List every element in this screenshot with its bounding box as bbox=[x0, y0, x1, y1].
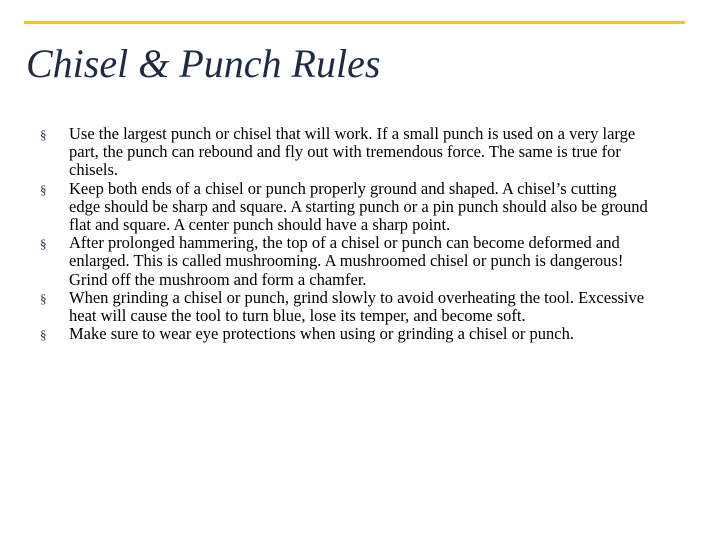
bullet-item-4 bbox=[40, 289, 650, 325]
section-sign-bullet-icon: § bbox=[40, 181, 47, 197]
bullet-item-5 bbox=[40, 325, 650, 343]
section-sign-bullet-icon: § bbox=[40, 327, 47, 343]
bullet-text: After prolonged hammering, the top of a chisel or punch can become deformed and enlarged. This is called mushrooming. A mushroomed chisel or punch is dangerous! Grind off the mushroom and form a chamfer. bbox=[69, 233, 624, 289]
section-sign-bullet-icon: § bbox=[40, 127, 47, 142]
bullet-item-2 bbox=[40, 180, 650, 235]
bullet-text: Use the largest punch or chisel that will work. If a small punch is used on a very large part, the punch can rebound and fly out with tremendous force. The same is true for chisels. bbox=[69, 124, 636, 180]
slide-title: Chisel & Punch Rules bbox=[26, 41, 381, 86]
bullet-text: When grinding a chisel or punch, grind slowly to avoid overheating the tool. Excessive heat will cause the tool to turn blue, lose its temper, and become soft. bbox=[69, 287, 645, 326]
section-sign-bullet-icon: § bbox=[40, 290, 47, 306]
bullet-item-1 bbox=[40, 125, 650, 180]
bullet-item-3 bbox=[40, 234, 650, 289]
bullet-text: Keep both ends of a chisel or punch properly ground and shaped. A chisel’s cutting edge should be sharp and square. A starting punch or a pin punch should also be ground flat and square. A center punch should have a sharp point. bbox=[69, 178, 648, 235]
title-underline-rule bbox=[24, 21, 685, 24]
bullet-list bbox=[40, 125, 650, 343]
section-sign-bullet-icon: § bbox=[40, 236, 47, 252]
bullet-text: Make sure to wear eye protections when using or grinding a chisel or punch. bbox=[69, 324, 574, 344]
